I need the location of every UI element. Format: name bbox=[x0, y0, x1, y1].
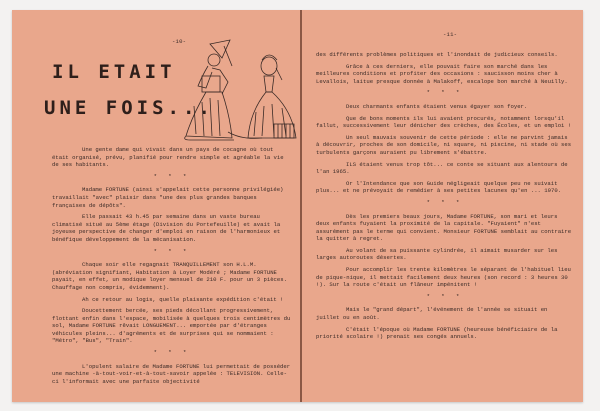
section-separator: * * * bbox=[426, 89, 464, 97]
paragraph: Pour accomplir les trente kilomètres le séparant de l'habituel lieu de pique-nique, il mettait facilement deux heures (son record : 3 heures 30 !). Sur la route c'était un flâneur impénitent ! bbox=[316, 266, 571, 289]
section-separator: * * * bbox=[426, 292, 464, 300]
left-page-body bbox=[52, 146, 292, 389]
ladies-illustration bbox=[172, 36, 302, 144]
paragraph: Chaque soir elle regagnait TRANQUILLEMENT son H.L.M. (abréviation signifiant, Habitation à Loyer Modéré ; Madame FORTUNE payait, en effet, un modique loyer mensuel de 210 F. pour un 3 pièces. Chauffage non compris, évidemment). bbox=[52, 261, 287, 291]
section-separator: * * * bbox=[153, 247, 191, 255]
paragraph: Deux charmants enfants étaient venus égayer son foyer. bbox=[346, 102, 528, 110]
paragraph: L'opulent salaire de Madame FORTUNE lui permettait de posséder une machine -à-tout-voir-et-à-tout-savoir appelée : TELEVISION. Celle-ci l'informait avec une parfaite objectivité bbox=[52, 362, 291, 385]
paragraph: Au volant de sa puissante cylindrée, il aimait musarder sur les larges autoroutes désertes. bbox=[316, 246, 558, 262]
paragraph: Or l'Intendance que son Guide négligeait quelque peu ne suivait plus... et ne prévoyait de remédier à ses petites lacunes qu'en ... 1970. bbox=[316, 179, 562, 195]
page-number: -11- bbox=[443, 31, 458, 38]
section-separator: * * * bbox=[153, 349, 191, 357]
right-page-body bbox=[316, 51, 574, 345]
page-number: -10- bbox=[172, 38, 187, 45]
paragraph: des différents problèmes politiques et l'inondait de judicieux conseils. bbox=[316, 51, 558, 58]
paragraph: Elle passait 43 h.45 par semaine dans un vaste bureau climatisé situé au 5ème étage (Division du Portefeuille) et avait la joyeuse perspective de changer d'emploi en raison de l'harmonieux et bénéfique développement de la mécanisation. bbox=[52, 213, 281, 243]
left-page bbox=[12, 10, 300, 402]
paragraph: Doucettement bercée, ses pieds décollant progressivement, flottant enfin dans l'espace, mobilisée à quelques trois centimètres du sol, Madame FORTUNE rêvait LONGUEMENT... emportée par d'étranges véhicules pleins... d'agréments et de surprises qui se nommaient : "Métro", "Bus", "Train". bbox=[52, 307, 291, 345]
booklet-spread bbox=[12, 10, 583, 402]
title-line-1: IL ETAIT bbox=[52, 61, 176, 83]
section-separator: * * * bbox=[153, 172, 191, 180]
paragraph: Grâce à ces derniers, elle pouvait faire son marché dans les meilleures conditions et profiter des occasions : saucisson moins cher à Levallois, laitue presque donnée à Malakoff, escalope bon marché à Neuilly. bbox=[316, 62, 568, 85]
paragraph: Mais le "grand départ", l'événement de l'année se situait en juillet ou en août. bbox=[316, 306, 548, 322]
paragraph: C'était l'époque où Madame FORTUNE (heureuse bénéficiaire de la priorité scolaire !) prenait ses congés annuels. bbox=[316, 325, 558, 341]
paragraph: Un seul mauvais souvenir de cette période : elle ne parvint jamais à découvrir, proches de son domicile, ni square, ni piscine, ni stade où ses turbulents garçons auraient pu librement s'ébattre. bbox=[316, 133, 572, 156]
paragraph: Que de bons moments ils lui avaient procurés, notamment lorsqu'il fallut, successivement leur dénicher des crèches, des Écoles, et un emploi ! bbox=[316, 114, 572, 130]
title-line-2: UNE FOIS... bbox=[44, 97, 214, 119]
paragraph: Dès les premiers beaux jours, Madame FORTUNE, son mari et leurs deux enfants fuyaient la proximité de la capitale. "Fuyaient" n'est assurément pas le terme qui convient. Monsieur FORTUNE semblait au contraire la quitter à regret. bbox=[316, 212, 572, 243]
paragraph: Ah ce retour au logis, quelle plaisante expédition c'était ! bbox=[82, 295, 284, 303]
right-page bbox=[302, 10, 583, 402]
paragraph: Madame FORTUNE (ainsi s'appelait cette personne privilégiée) travaillait "avec" plaisir dans "une des plus grandes banques françaises de dépôts". bbox=[52, 186, 284, 209]
section-separator: * * * bbox=[426, 198, 464, 206]
paragraph: ILS étaient venus trop tôt... ce conte se situant aux alentours de l'an 1965. bbox=[316, 160, 568, 176]
paragraph: Une gente dame qui vivait dans un pays de cocagne où tout était organisé, prévu, planifié pour rendre simple et agréable la vie de ses habitants. bbox=[52, 146, 284, 169]
